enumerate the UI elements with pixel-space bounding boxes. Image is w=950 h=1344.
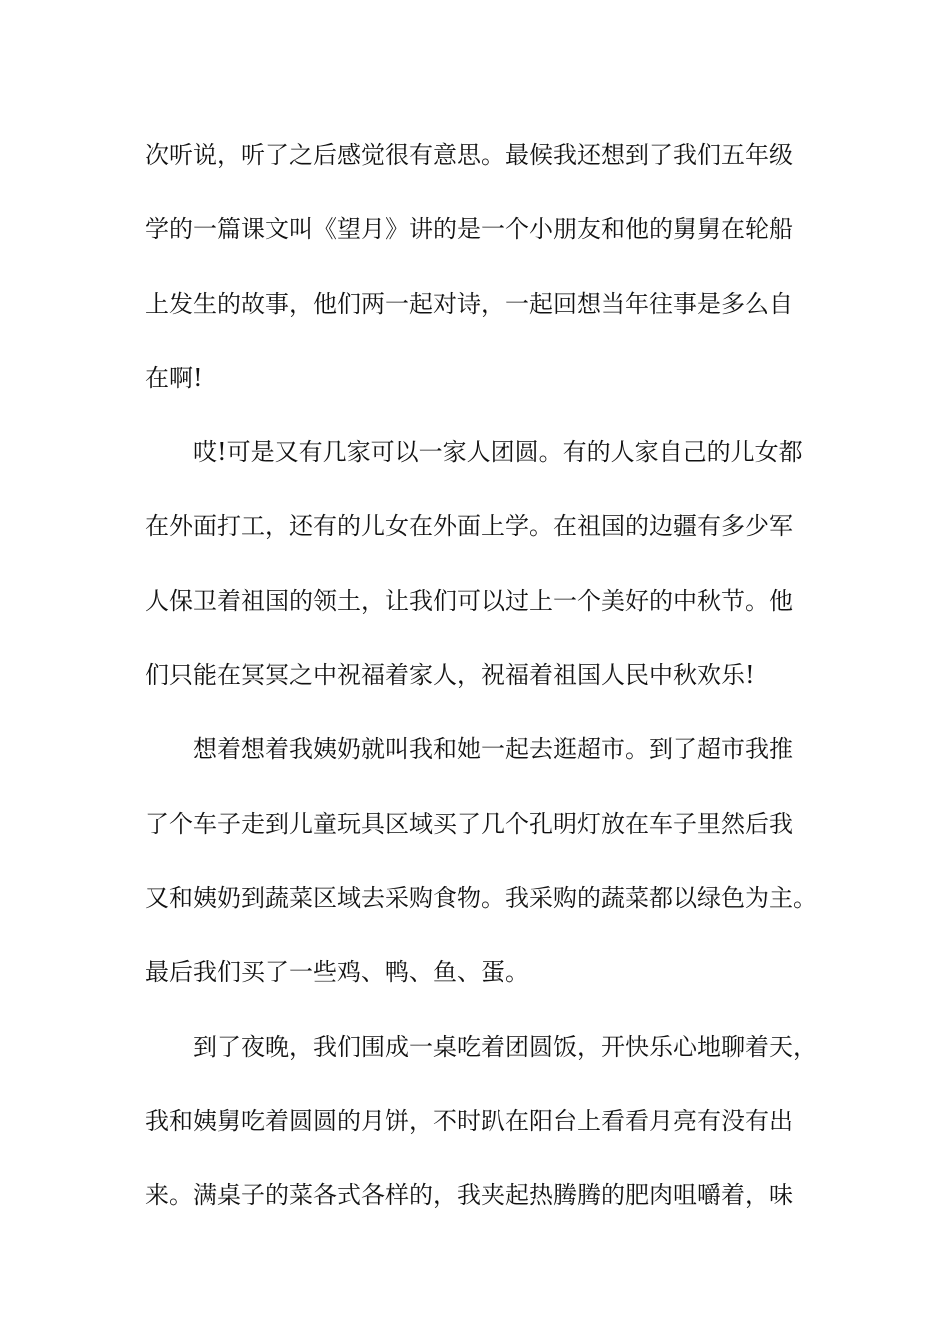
- text-line-14: 我和姨舅吃着圆圆的月饼，不时趴在阳台上看看月亮有没有出: [145, 1106, 793, 1135]
- text-line-10: 了个车子走到儿童玩具区域买了几个孔明灯放在车子里然后我: [145, 809, 793, 838]
- text-line-13: 到了夜晚，我们围成一桌吃着团圆饭，开快乐心地聊着天，: [193, 1032, 817, 1061]
- text-line-2: 学的一篇课文叫《望月》讲的是一个小朋友和他的舅舅在轮船: [145, 215, 793, 244]
- text-line-9: 想着想着我姨奶就叫我和她一起去逛超市。到了超市我推: [193, 735, 793, 764]
- text-line-1: 次听说，听了之后感觉很有意思。最候我还想到了我们五年级: [145, 141, 793, 169]
- text-line-3: 上发生的故事，他们两一起对诗，一起回想当年往事是多么自: [145, 289, 793, 318]
- text-line-15: 来。满桌子的菜各式各样的，我夹起热腾腾的肥肉咀嚼着，味: [145, 1181, 793, 1210]
- essay-body: [145, 131, 835, 1245]
- text-line-6: 在外面打工，还有的儿女在外面上学。在祖国的边疆有多少军: [145, 512, 793, 541]
- text-line-7: 人保卫着祖国的领土，让我们可以过上一个美好的中秋节。他: [145, 586, 793, 615]
- text-line-8: 们只能在冥冥之中祝福着家人，祝福着祖国人民中秋欢乐!: [145, 661, 755, 690]
- text-line-11: 又和姨奶到蔬菜区域去采购食物。我采购的蔬菜都以绿色为主。: [145, 883, 817, 912]
- text-line-5: 哎!可是又有几家可以一家人团圆。有的人家自己的儿女都: [193, 438, 803, 467]
- text-line-4: 在啊!: [145, 363, 203, 392]
- text-line-12: 最后我们买了一些鸡、鸭、鱼、蛋。: [145, 958, 529, 987]
